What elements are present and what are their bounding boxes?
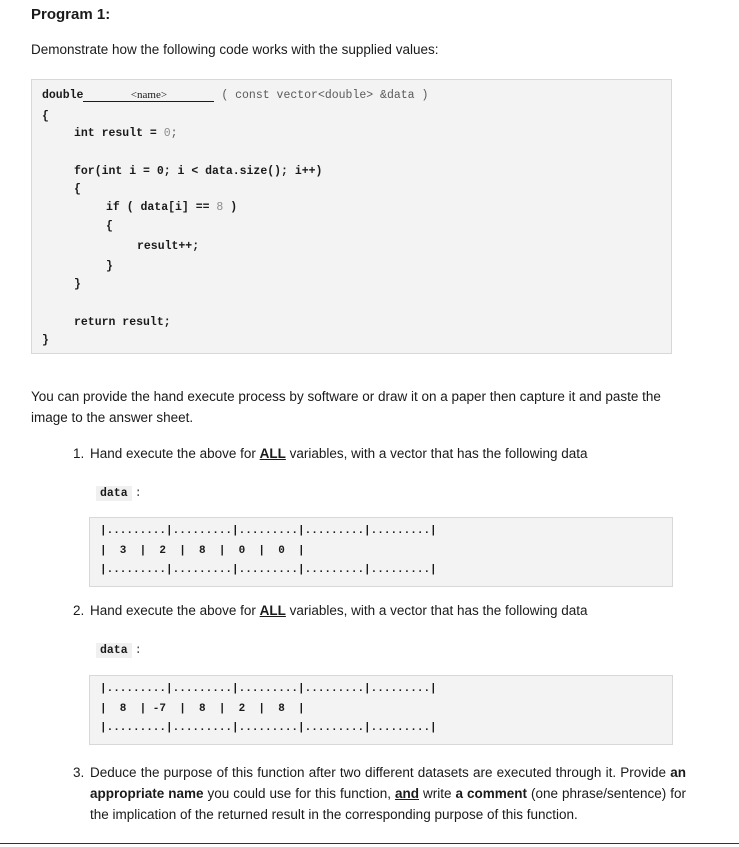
intro-text: Demonstrate how the following code works with the supplied values: bbox=[31, 42, 439, 57]
array-bottom-border: |.........|.........|.........|.........|.........| bbox=[100, 564, 437, 576]
signature-params: ( const vector<double> &data ) bbox=[221, 89, 429, 102]
question-number: 2. bbox=[73, 603, 85, 618]
question-text: Deduce the purpose of this function after two different datasets are executed through it. Provide an appropriate name you could use for this function, and write a comment (one phrase/sentence) for the implication of the returned result in the corresponding purpose of this function. bbox=[90, 765, 686, 822]
for-close-brace: } bbox=[74, 278, 81, 291]
array-values: | 8 | -7 | 8 | 2 | 8 | bbox=[100, 703, 305, 715]
open-brace: { bbox=[42, 110, 49, 123]
if-open-brace: { bbox=[106, 220, 113, 233]
function-name-blank: <name> bbox=[83, 89, 214, 102]
close-brace: } bbox=[42, 334, 49, 347]
data-label-2: data : bbox=[96, 640, 142, 658]
instructions-paragraph: You can provide the hand execute process by software or draw it on a paper then capture it and paste the image to the answer sheet. bbox=[31, 389, 661, 425]
data-array-1 bbox=[89, 517, 673, 587]
return-type: double bbox=[42, 89, 84, 102]
increment-line: result++; bbox=[137, 240, 200, 253]
code-block bbox=[31, 79, 672, 354]
for-open-brace: { bbox=[74, 183, 81, 196]
array-values: | 3 | 2 | 8 | 0 | 0 | bbox=[100, 545, 305, 557]
for-loop-line: for(int i = 0; i < data.size(); i++) bbox=[74, 165, 323, 178]
question-1 bbox=[0, 443, 739, 465]
question-2 bbox=[0, 600, 739, 622]
result-declaration: int result = 0; bbox=[74, 127, 178, 140]
question-number: 3. bbox=[73, 765, 85, 780]
if-close-brace: } bbox=[106, 260, 113, 273]
question-text: Hand execute the above for ALL variables, with a vector that has the following data bbox=[90, 446, 588, 461]
program-title: Program 1: bbox=[31, 6, 111, 23]
array-top-border: |.........|.........|.........|.........|.........| bbox=[100, 525, 437, 537]
array-top-border: |.........|.........|.........|.........|.........| bbox=[100, 683, 437, 695]
function-signature bbox=[42, 89, 428, 102]
bottom-rule bbox=[0, 843, 739, 844]
if-line: if ( data[i] == 8 ) bbox=[106, 201, 238, 214]
data-label-1: data : bbox=[96, 483, 142, 501]
array-bottom-border: |.........|.........|.........|.........|.........| bbox=[100, 722, 437, 734]
question-3 bbox=[0, 762, 739, 846]
data-array-2 bbox=[89, 675, 673, 745]
question-text: Hand execute the above for ALL variables, with a vector that has the following data bbox=[90, 603, 588, 618]
question-number: 1. bbox=[73, 446, 85, 461]
return-line: return result; bbox=[74, 316, 171, 329]
